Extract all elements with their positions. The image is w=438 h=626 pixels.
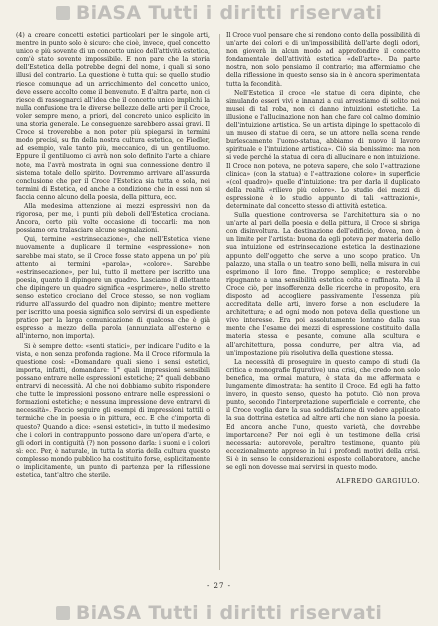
library-logo-icon — [56, 606, 70, 620]
paragraph: Sulla questione controversa se l'architettura sia o no un'arte al pari della poesia e della pittura, il Croce si sbriga con disinvoltura. La destinazione dell'edificio, dovea, non è un limite per l'artista: buona da egli poteva per materia dello sua intuizione ed estrinsecazione estetica la destinazione appunto dell'oggetto che serve a uno scopo pratico. Un palazzo, una stalla o un teatro sono belli, nella misura in cui esprimono il loro fine. Troppo semplice; e resterebbe ripugnante a una sensibilità estetica colta e raffinata. Ma il Croce ciò, per insofferenza delle ricerche in proposito, era disposto ad accogliere passivamente l'essenza più accreditata delle arti, invero forse a non escludere la architettura; e ad ogni modo non poteva della questione un vivo interesse. Era poi assolutamente lontano dalla sua mente che l'esame dei mezzi di espressione costituito dalla materia stessa e pesante, comune alla scultura e all'architettura, possa condurre, per altra via, ad un'impostazione più risolutiva della questione stessa. — [226, 212, 420, 357]
watermark-top — [0, 0, 438, 26]
left-column — [16, 32, 210, 572]
library-logo-icon — [56, 6, 70, 20]
column-divider — [219, 34, 220, 570]
paragraph: Nell'Estetica il croce «le statue di cera dipinte, che simulando esseri vivi e innanzi a cui arrestiamo di solito nei musei di tal roba, non ci danno intuizioni estetiche. La illusione e l'allucinazione non han che fare col calmo dominio dell'intuizione artistica. Se un artista dipinge lo spettacolo di un museo di statue di cera, se un attore nella scena rende burlescamente l'uomo-statua, abbiamo di nuovo il lavoro spirituale e l'intuizione artistica». Ciò sia benissimo: ma non si vede perché la statua di cera di allucinare e non intuizione. Il Croce non poteva, ne poteva sapere, che solo l'«attrazione clinica» (con la statua) e l'«attrazione colore» in superficie «(col quadro)» quelle d'intuizione: tra per darla il duplicato della realtà «rilievo più colore». Lo studio dei mezzi di espressione è lo studio appunto di tali «attrazioni», determinate dal concetto stesso di attività estetica. — [226, 89, 420, 210]
right-column — [226, 32, 420, 572]
document-page — [12, 26, 426, 600]
paragraph: Si è sempre detto: «senti statici», per indicare l'udito e la vista, e non senza profonda ragione. Ma il Croce riformula la questione così: «Domandare quali sieno i sensi estetici, importa, infatti, domandare: 1° quali impressioni sensibili possano entrare nelle espressioni estetiche; 2° quali debbano entrarvi di necessità. Al che noi dobbiamo subito rispondere che tutte le impressioni possono entrare nelle espressioni o formazioni estetiche; e nessuna impressione deve entrarvi di necessità». Faccio seguire gli esempi di impressioni tattili o termiche che in poesia o in pittura, ecc. E che c'importa di questo? Quando a dice: «sensi estetici», in tutto il medesimo che i colori in contrappunto possono dare un'opera d'arte, e gli odori in contiguità (?) non possono darla: i suoni e i colori sì: ecc. Per, è naturale, in tutta la storia della cultura questo complesso mondo pubblico ha costituito forse, esplicitamente o implicitamente, un punto di partenza per la riflessione estetica, tant'altro che sterile. — [16, 342, 210, 480]
page-number: - 27 - — [206, 582, 232, 590]
paragraph: Il Croce vuol pensare che si rendono conto della possibilità di un'arte dei colori e di un'impossibilità dell'arte degli odori, non gioverà in alcun modo ad approfondire il concetto fondamentale dell'attività estetica «dell'arte». Da parte nostra, non solo pensiamo il contrario; ma affermiamo che della riflessione in questo senso sia in è ancora sperimentata tutta la fecondità. — [226, 32, 420, 88]
watermark-bottom — [0, 600, 438, 626]
author-signature: ALFREDO GARGIULO. — [335, 477, 420, 486]
paragraph: Qui, termine «estrinsecazione», che nell'Estetica viene nuovamente a duplicare il termine «espressione» non sarebbe mai stato, se il Croce fosse stato appena un po' più attento ai termini «parola», «colore». Sarebbe «estrinsecazione», per lui, tutto il mettere per iscritto una poesia, quanto il dipingere un quadro. Lasciamo il dilettante che dipingere un quadro significa «esprimere», nello stretto senso estetico crociano del Croce stesso, se non vogliam ridurre all'assurdo del quadro non dipinto; mentre mettere per iscritto una poesia significa solo servirsi di un espediente pratico per la larga comunicazione di qualcosa che è già espresso a mezzo della parola (annunziata all'esterno e all'interno, non importa). — [16, 236, 210, 341]
paragraph: La necessità di proseguire in questo campo di studi (la critica e monografie figurative) una crisi, che credo non solo benefica, ma ormai matura, è stata da me affermata e lungamente dimostrata: ha sentito il Croce. Ed egli ha fatto invero, in questo senso, questo ha potuto. Ciò non prova punto, secondo l'interpretazione superficiale e corrente, che il Croce voglia dare la sua soddisfazione di vedere applicato la sua dottrina estetica ad altre arti che non siano la poesia. Ed ancora anche l'uno, questo varietà, che dovrebbe importarcene? Per noi egli è un testimone della crisi necessaria: autorevole, peraltro testimone, quanto più eccezionalmente appreso in lui i profondi motivi della crisi. Si è in senso le considerazioni esposte collaboratore, anche se egli non dovesse mai servirsi in questo modo. — [226, 358, 420, 471]
paragraph: Alla medesima attenzione ai mezzi espressivi non da rigorosa, per me, i punti più deboli dell'Estetica crociana. Ancora, certo più volte occasione di toccarli: ma non possiamo ora tralasciare alcune segnalazioni. — [16, 202, 210, 235]
watermark-text: BiASA Tutti i diritti riservati — [75, 2, 383, 24]
paragraph: (4) a creare concetti estetici particolari per le singole arti, mentre in punto solo è sicuro: che cioè, invece, quel concetto unico e più sovente di un concetto unico dell'attività estetica, com'è stato sovente impossibile. E non pare che la storia dell'Estetica della potrebbe degni del nome, i quali si sono illusi del contrario. La questione è tutta qui: se quello studio riesce comunque ad un arricchimento del concetto unico, deve essere accolto come il benvenuto. E d'altra parte, non ci riesce di rassegnarci all'idea che il concetto unico implichi la nulla confusione tra le diverse bellezze delle arti per il Croce, voler sempre meno, a priori, del concreto unico esplicito in una storia generale. Le conseguenze sarebbero assai gravi. Il Croce si troverebbe a non poter più spiegarsi in termini modo precisi, su fin della nostra cultura estetica, ce Fiedler, ad esempio, vale tanto più, meccanico, di un gentiluomo. Eppure il gentiluomo ci avrà non solo definito l'arte a chiare note, ma l'avrà mostrata in ogni sua connessione dentro il sistema totale dello spirito. Dovremmo arrivare all'assurda conclusione che per il Croce l'Estetica sia tutta e sola, nei termini di Estetica, ed anche a condizione che in essi non si faccia cenno alcuno della poesia, della pittura, ecc. — [16, 32, 210, 201]
watermark-text: BiASA Tutti i diritti riservati — [75, 602, 383, 624]
